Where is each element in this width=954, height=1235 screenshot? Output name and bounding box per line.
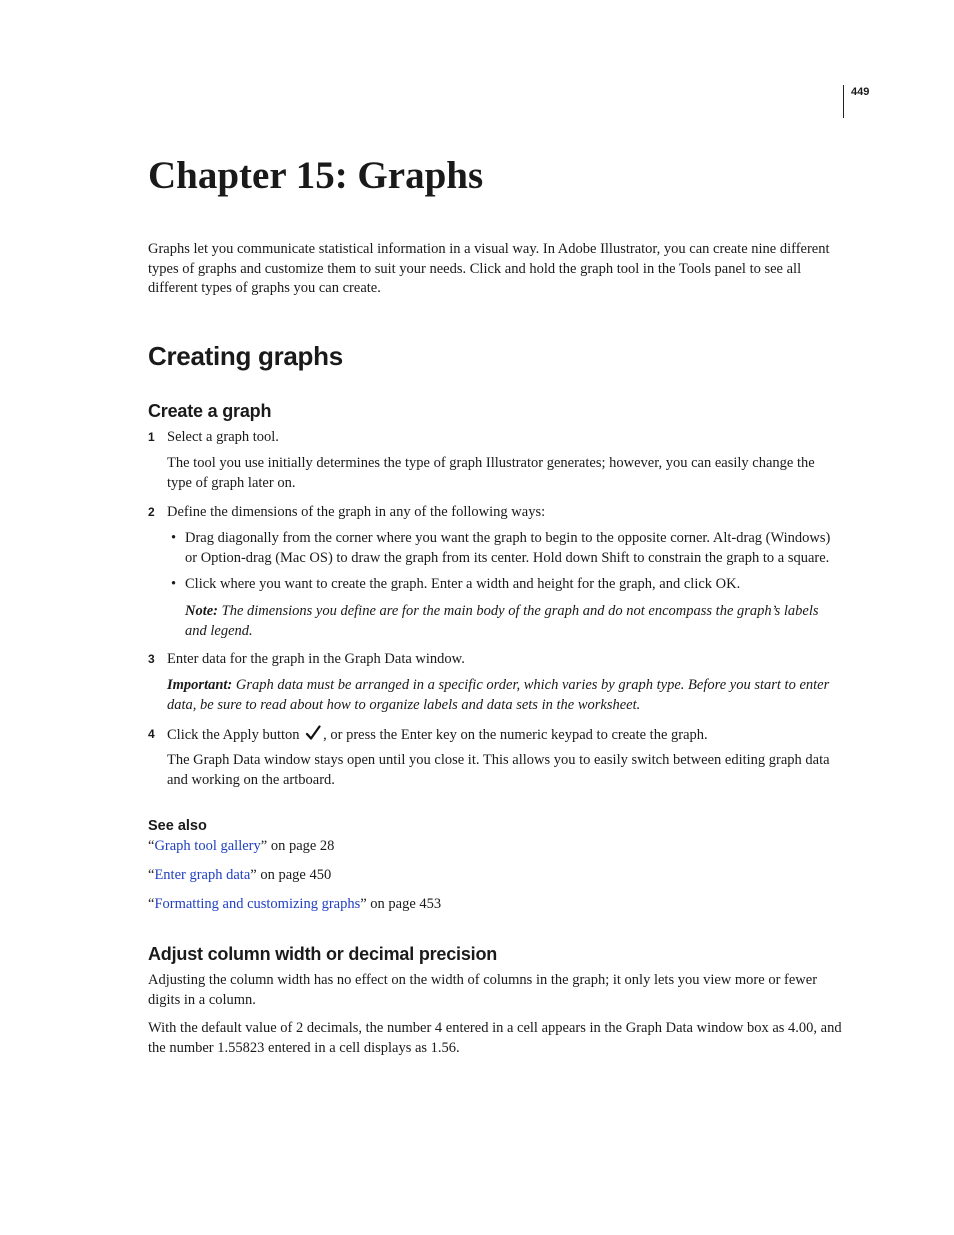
close-quote: ” [360,896,367,912]
section-title-creating-graphs: Creating graphs [148,341,343,371]
page-ref: on page 28 [267,838,335,854]
link-graph-tool-gallery[interactable]: Graph tool gallery [154,838,261,854]
subsection-title-adjust-column-width: Adjust column width or decimal precision [148,944,498,964]
important-paragraph [167,676,842,715]
important-lead: Important: [167,677,233,693]
see-also-item [148,837,334,857]
step-text-before: Click the Apply button [167,727,300,743]
note-text: The dimensions you define are for the main body of the graph and do not encompass the graph’s labels and legend. [185,603,819,639]
close-quote: ” [260,838,268,854]
step-text: Select a graph tool. [167,429,279,445]
step-1-detail: The tool you use initially determines the type of graph Illustrator generates; however, you can easily change the type of graph later on. [167,455,815,491]
intro-paragraph: Graphs let you communicate statistical information in a visual way. In Adobe Illustrator, you can create nine different types of graphs and customize them to suit your needs. Click and hold the graph tool in the Tools panel to see all different types of graphs you can create. [148,241,830,297]
checkmark-icon [305,725,321,741]
paragraph: Adjusting the column width has no effect on the width of columns in the graph; it only lets you view more or fewer digits in a column. [148,972,818,1008]
step-text-after: , or press the Enter key on the numeric keypad to create the graph. [323,727,708,743]
step-number: 4 [148,727,155,741]
note-lead: Note: [185,603,219,619]
bullet-icon: • [171,530,177,546]
link-enter-graph-data[interactable]: Enter graph data [154,867,251,883]
step-text: Define the dimensions of the graph in any of the following ways: [167,504,546,520]
page-number: 449 [851,86,870,98]
step-4-detail: The Graph Data window stays open until you close it. This allows you to easily switch between editing graph data and working on the artboard. [167,752,830,788]
header-rule [843,85,844,118]
open-quote: “ [148,838,155,854]
see-also-item [148,895,441,915]
link-formatting-customizing-graphs[interactable]: Formatting and customizing graphs [154,896,361,912]
subsection-title-create-a-graph: Create a graph [148,401,272,421]
chapter-title: Chapter 15: Graphs [148,154,484,197]
step-text [167,725,842,746]
bullet-text: Drag diagonally from the corner where you want the graph to begin to the opposite corner. Alt-drag (Windows) or Option-drag (Mac OS) to draw the graph from its center. Hold down Shift to constrain the graph to a square. [185,530,831,566]
step-number: 1 [148,430,155,444]
see-also-item [148,866,331,886]
step-text: Enter data for the graph in the Graph Data window. [167,651,465,667]
step-number: 2 [148,505,155,519]
page-ref: on page 453 [366,896,442,912]
open-quote: “ [148,896,155,912]
note-paragraph [185,602,842,641]
bullet-icon: • [171,576,177,592]
step-number: 3 [148,652,155,666]
open-quote: “ [148,867,155,883]
bullet-text: Click where you want to create the graph. Enter a width and height for the graph, and click OK. [185,576,741,592]
page-ref: on page 450 [256,867,332,883]
close-quote: ” [250,867,257,883]
see-also-title: See also [148,818,207,834]
paragraph: With the default value of 2 decimals, the number 4 entered in a cell appears in the Graph Data window box as 4.00, and the number 1.55823 entered in a cell displays as 1.56. [148,1020,842,1056]
important-text: Graph data must be arranged in a specific order, which varies by graph type. Before you start to enter data, be sure to read about how to organize labels and data sets in the worksheet. [167,677,830,713]
